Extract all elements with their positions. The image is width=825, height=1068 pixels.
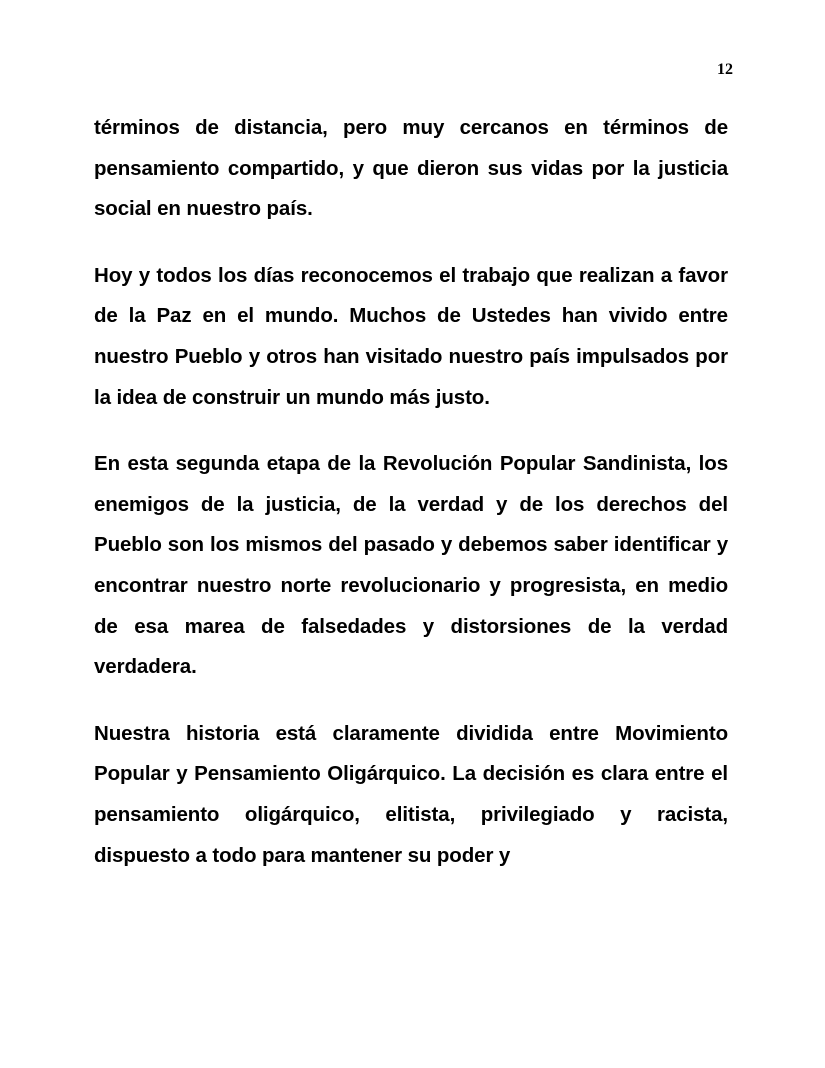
paragraph: Nuestra historia está claramente dividida entre Movimiento Popular y Pensamiento Oligárquico. La decisión es clara entre el pensamiento oligárquico, elitista, privilegiado y racista, dispuesto a todo para mantener su poder y <box>94 721 728 867</box>
paragraph: términos de distancia, pero muy cercanos en términos de pensamiento compartido, y que dieron sus vidas por la justicia social en nuestro país. <box>94 116 728 221</box>
paragraph: Hoy y todos los días reconocemos el trabajo que realizan a favor de la Paz en el mundo. Muchos de Ustedes han vivido entre nuestro Pueblo y otros han visitado nuestro país impulsados por la idea de construir un mundo más justo. <box>94 263 728 409</box>
document-body <box>94 108 728 876</box>
paragraph: En esta segunda etapa de la Revolución Popular Sandinista, los enemigos de la justicia, de la verdad y de los derechos del Pueblo son los mismos del pasado y debemos saber identificar y encontrar nuestro norte revolucionario y progresista, en medio de esa marea de falsedades y distorsiones de la verdad verdadera. <box>94 452 728 679</box>
page-number: 12 <box>717 61 733 78</box>
